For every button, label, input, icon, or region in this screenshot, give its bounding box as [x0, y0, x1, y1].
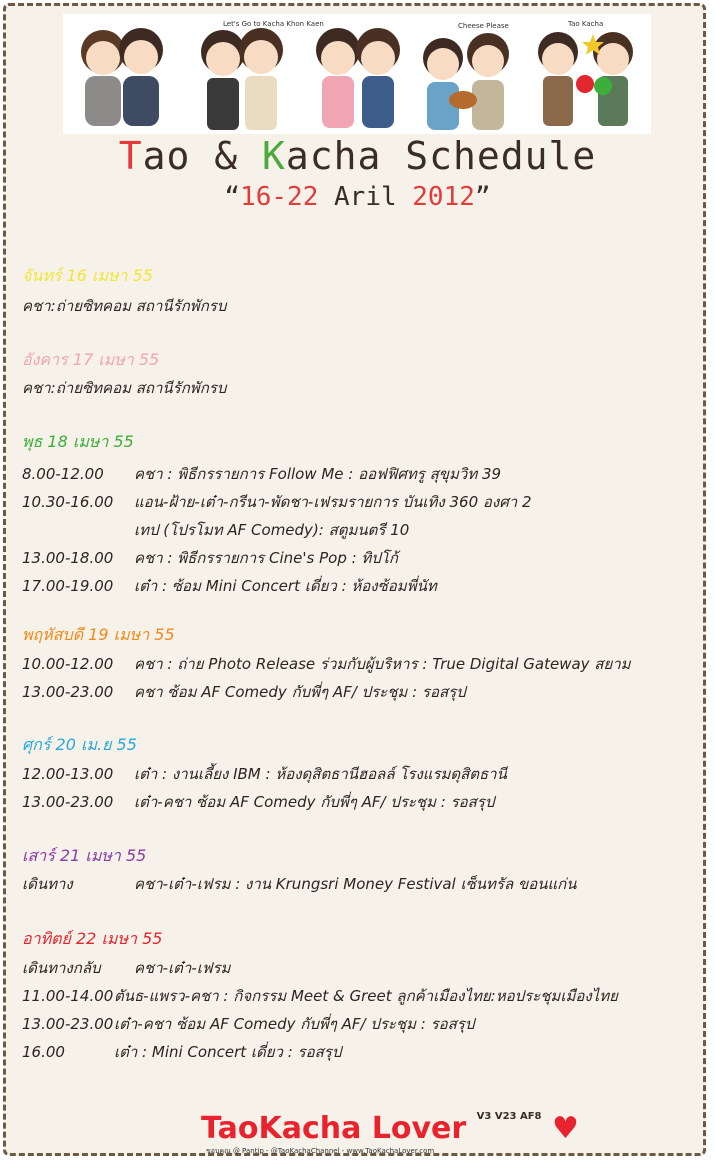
title-rest: acha Schedule: [285, 134, 597, 178]
schedule-entry: [22, 984, 618, 1008]
cartoon-pair-1: [81, 28, 163, 126]
schedule-entry: [22, 518, 409, 542]
entry-time: 10.00-12.00: [22, 655, 114, 673]
schedule-entry: [22, 294, 226, 318]
entry-text: เต๋า : งานเลี้ยง IBM : ห้องดุสิตธานีฮอลล์ โรงแรมดุสิตธานี: [134, 765, 507, 783]
day-heading: อาทิตย์ 22 เมษา 55: [22, 929, 163, 948]
entry-text: เต๋า : Mini Concert เดี่ยว : รอสรุป: [114, 1043, 342, 1061]
entry-text: คชา ซ้อม AF Comedy กับพี่ๆ AF/ ประชุม : รอสรุป: [134, 683, 466, 701]
entry-time: 13.00-23.00: [22, 793, 114, 811]
svg-text:Let's Go to Kacha Khon Kaen: Let's Go to Kacha Khon Kaen: [223, 20, 324, 28]
schedule-card: [3, 3, 706, 1156]
schedule-entry: [22, 652, 631, 676]
date-range-month: Aril: [318, 182, 413, 212]
entry-text: คชา:ถ่ายซิทคอม สถานีรักพักรบ: [22, 379, 227, 397]
cartoon-pair-4: [423, 22, 509, 130]
entry-time: 12.00-13.00: [22, 765, 114, 783]
entry-time: 13.00-23.00: [22, 683, 114, 701]
quote-open: “: [224, 182, 241, 212]
schedule-entry: [22, 680, 466, 704]
heart-icon: ♥: [551, 1111, 579, 1146]
entry-text: เต๋า : ซ้อม Mini Concert เดี่ยว : ห้องซ้อมพี่นัท: [134, 577, 437, 595]
day-heading: พฤหัสบดี 19 เมษา 55: [22, 625, 175, 644]
entry-time: 11.00-14.00: [22, 987, 114, 1005]
entry-time: 13.00-18.00: [22, 549, 114, 567]
entry-text: ตันธ-แพรว-คชา : กิจกรรม Meet & Greet ลูกค้าเมืองไทย:หอประชุมเมืองไทย: [114, 987, 618, 1005]
entry-time: 17.00-19.00: [22, 577, 114, 595]
schedule-entry: [22, 956, 230, 980]
entry-time: เดินทาง: [22, 875, 73, 893]
entry-text: เต๋า-คชา ซ้อม AF Comedy กับพี่ๆ AF/ ประชุม : รอสรุป: [114, 1015, 475, 1033]
schedule-entry: [22, 574, 437, 598]
day-heading: เสาร์ 21 เมษา 55: [22, 846, 147, 865]
schedule-entry: [22, 872, 576, 896]
cartoon-pair-3: [316, 28, 400, 128]
title-k: K: [261, 134, 286, 178]
entry-text: คชา-เต๋า-เฟรม: [134, 959, 231, 977]
title-ao: ao &: [142, 134, 262, 178]
entry-time: 13.00-23.00: [22, 1015, 114, 1033]
entry-text: เต๋า-คชา ซ้อม AF Comedy กับพี่ๆ AF/ ประชุม : รอสรุป: [134, 793, 495, 811]
entry-time: 8.00-12.00: [22, 465, 104, 483]
schedule-entry: [22, 762, 507, 786]
date-range: [6, 182, 709, 212]
schedule-entry: [22, 546, 398, 570]
cartoon-banner: [63, 14, 651, 134]
entry-text: คชา : ถ่าย Photo Release ร่วมกับผู้บริหาร : True Digital Gateway สยาม: [134, 655, 631, 673]
entry-text: คชา : พิธีกรรายการ Follow Me : ออฟฟิศทรู สุขุมวิท 39: [134, 465, 502, 483]
schedule-entry: [22, 1040, 341, 1064]
entry-text: คชา:ถ่ายซิทคอม สถานีรักพักรบ: [22, 297, 227, 315]
date-range-year: 2012: [412, 182, 475, 212]
day-heading: จันทร์ 16 เมษา 55: [22, 266, 153, 285]
entry-text: แอน-ฝ้าย-เต๋า-กรีนา-พัดชา-เฟรมรายการ บันเทิง 360 องศา 2: [134, 493, 532, 511]
taokacha-lover-logo: [201, 1111, 579, 1151]
quote-close: ”: [474, 182, 491, 212]
footer-credit: ขอบคุณ @ Pantip - @TaoKachaChannel - www.TaoKachaLover.com: [206, 1147, 435, 1155]
date-range-days: 16-22: [240, 182, 319, 212]
entry-time: 10.30-16.00: [22, 493, 114, 511]
entry-time: เดินทางกลับ: [22, 959, 101, 977]
cartoon-pair-5: [538, 20, 633, 126]
logo-text: TaoKacha Lover: [201, 1111, 467, 1146]
entry-text: คชา : พิธีกรรายการ Cine's Pop : ทิปโก้: [134, 549, 398, 567]
schedule-entry: [22, 490, 532, 514]
day-heading: ศุกร์ 20 เม.ย 55: [22, 735, 137, 754]
entry-text: เทป (โปรโมท AF Comedy): สตูมนตรี 10: [134, 521, 410, 539]
schedule-entry: [22, 790, 494, 814]
cartoon-pair-2: [201, 20, 324, 130]
entry-time: 16.00: [22, 1043, 65, 1061]
cartoon-illustration: [63, 14, 651, 134]
schedule-entry: [22, 462, 501, 486]
svg-text:Cheese Please: Cheese Please: [458, 22, 509, 30]
title-t: T: [118, 134, 143, 178]
logo-badges: V3 V23 AF8: [476, 1111, 542, 1122]
page-title: [6, 134, 709, 178]
svg-text:Tao Kacha: Tao Kacha: [568, 20, 604, 28]
entry-text: คชา-เต๋า-เฟรม : งาน Krungsri Money Festival เซ็นทรัล ขอนแก่น: [134, 875, 577, 893]
schedule-entry: [22, 376, 226, 400]
schedule-entry: [22, 1012, 474, 1036]
day-heading: พุธ 18 เมษา 55: [22, 432, 134, 451]
day-heading: อังคาร 17 เมษา 55: [22, 350, 160, 369]
